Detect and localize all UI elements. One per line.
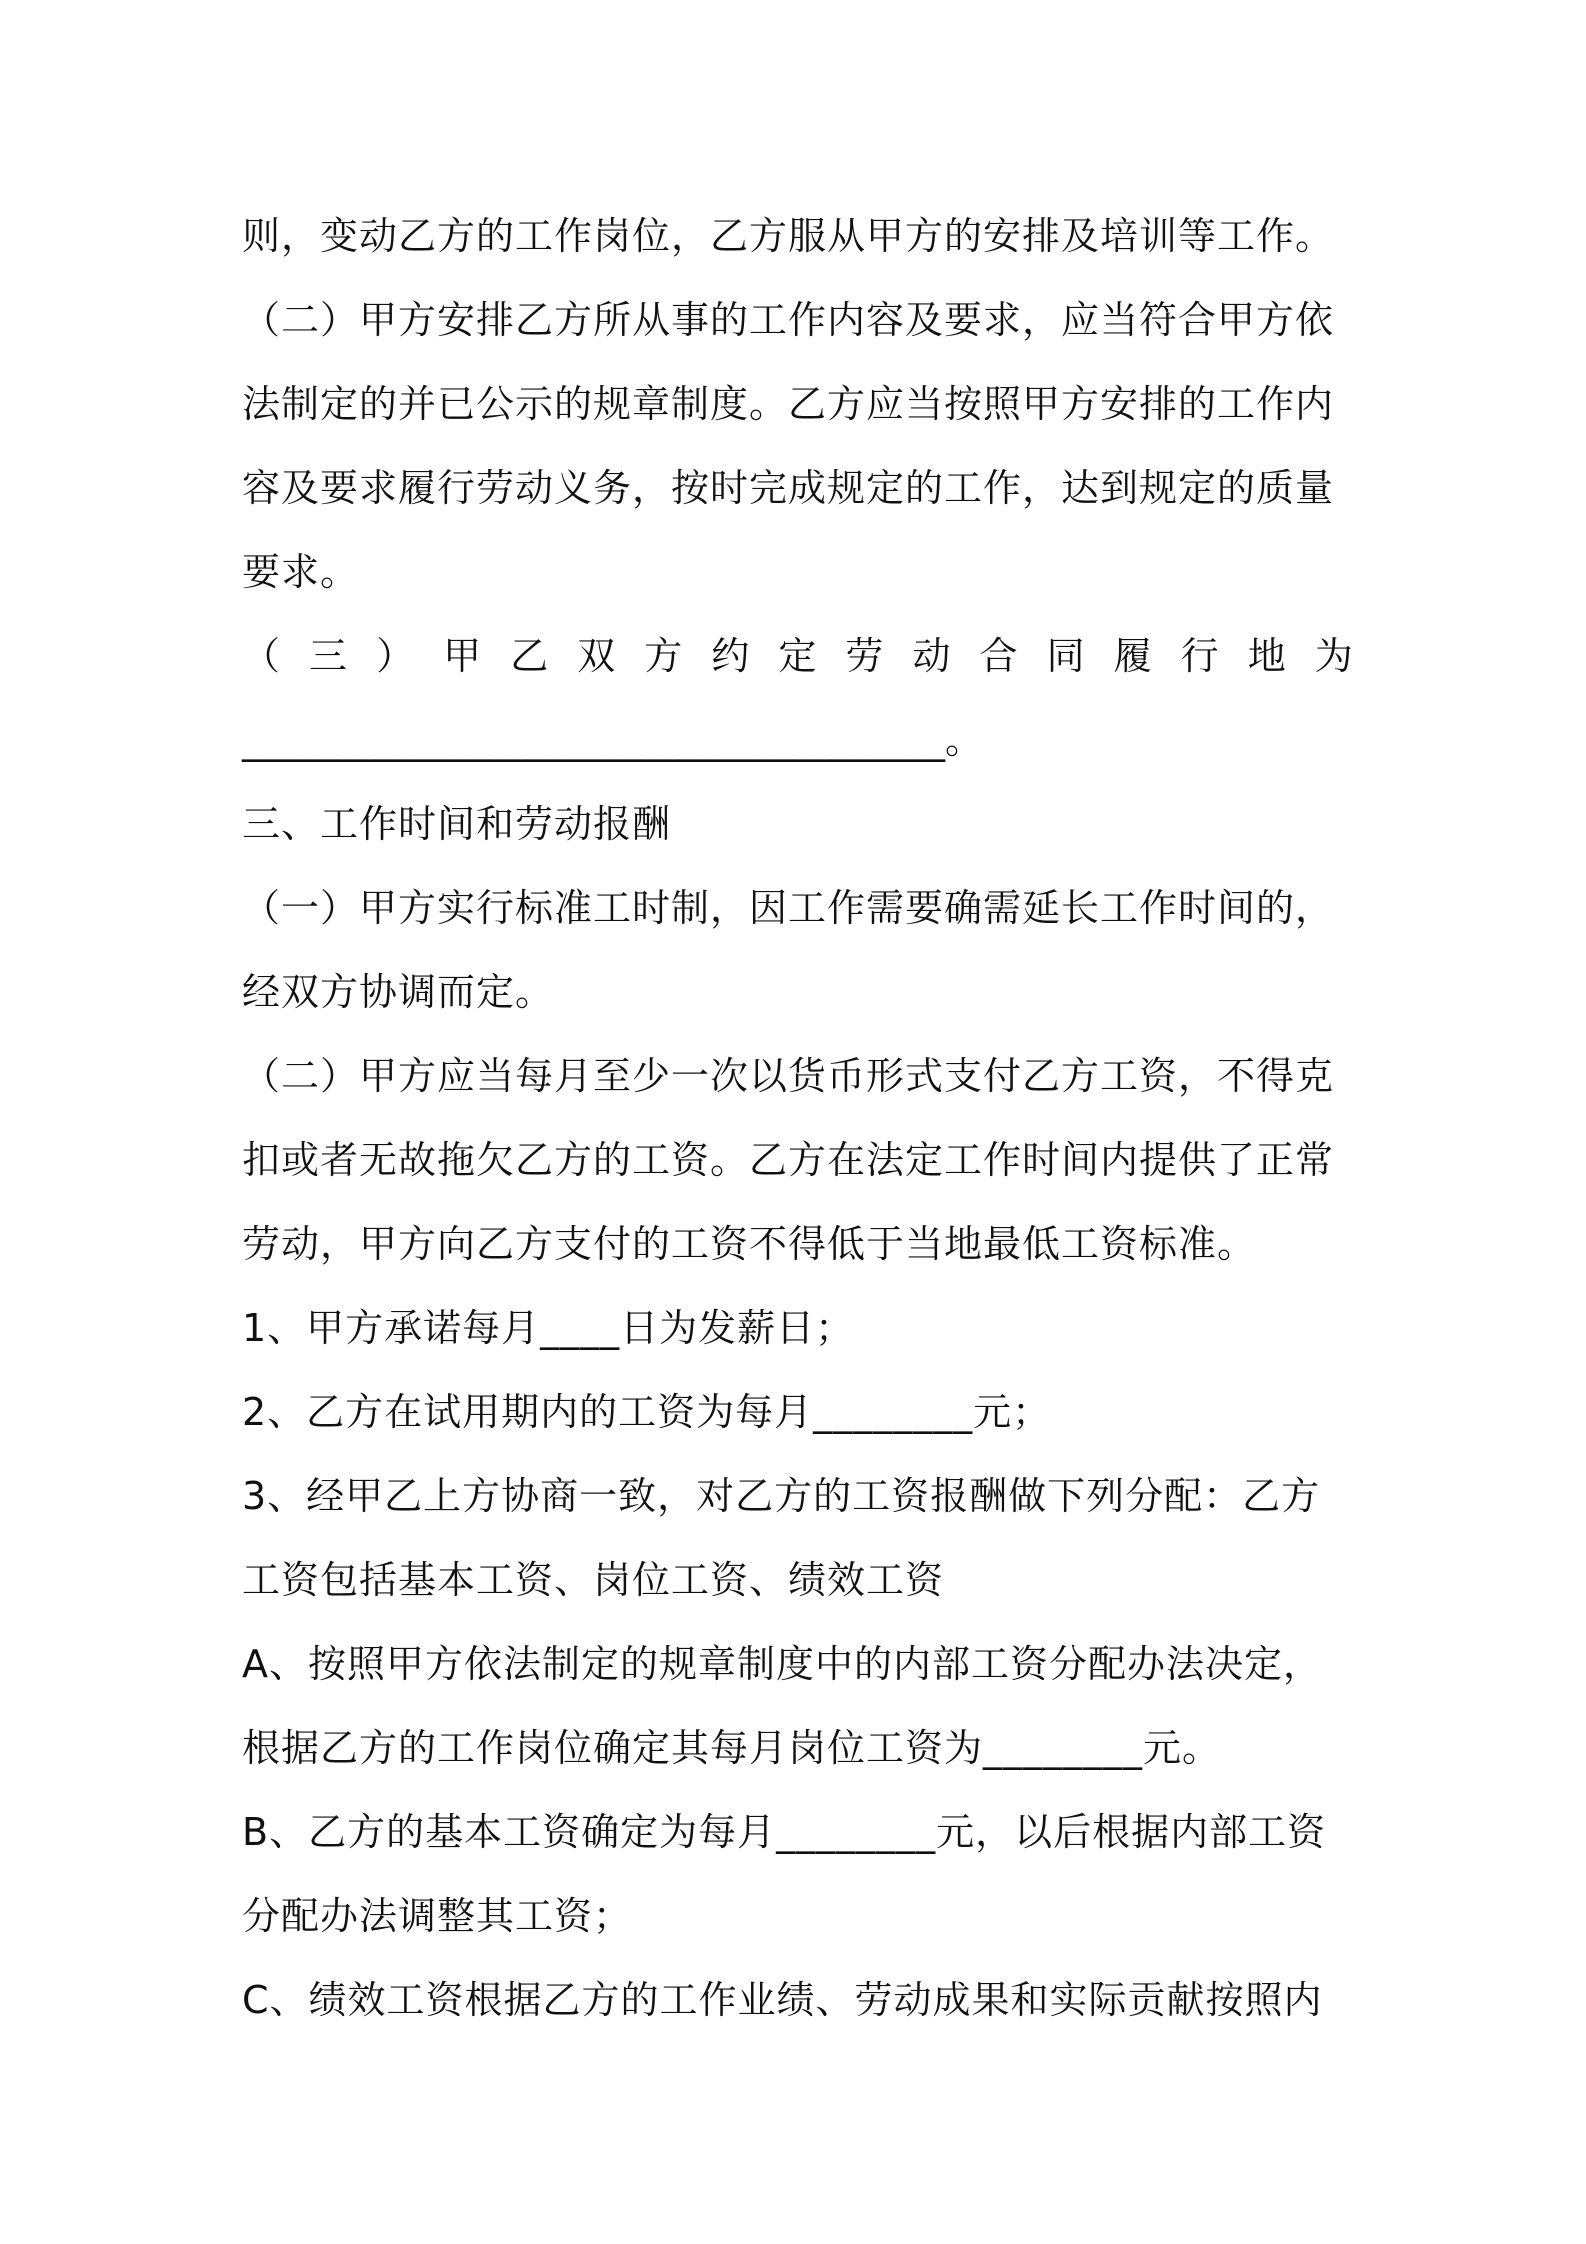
spaced-char: 双 (577, 634, 617, 678)
text-line: 分配办法调整其工资； (242, 1894, 633, 1938)
spaced-char: 履 (1113, 634, 1153, 678)
spaced-char: 甲 (443, 634, 483, 678)
document-body (242, 194, 1354, 2042)
spaced-char: 为 (1314, 634, 1354, 678)
spaced-char: 方 (644, 634, 684, 678)
section-heading: 三、工作时间和劳动报酬 (242, 802, 672, 846)
contract-location-line (242, 614, 1354, 698)
base-salary-line: B、乙方的基本工资确定为每月________元，以后根据内部工资 (242, 1810, 1327, 1854)
text-line: （二）甲方应当每月至少一次以货币形式支付乙方工资，不得克 (242, 1054, 1335, 1098)
text-line: 要求。 (242, 550, 360, 594)
text-line: （二）甲方安排乙方所从事的工作内容及要求，应当符合甲方依 (242, 298, 1335, 342)
spaced-char: 合 (979, 634, 1019, 678)
probation-salary-line: 2、乙方在试用期内的工资为每月________元； (242, 1390, 1052, 1434)
position-salary-line: 根据乙方的工作岗位确定其每月岗位工资为________元。 (242, 1726, 1222, 1770)
text-line: C、绩效工资根据乙方的工作业绩、劳动成果和实际贡献按照内 (242, 1978, 1323, 2022)
spaced-char: 三 (309, 634, 349, 678)
spaced-char: 地 (1247, 634, 1287, 678)
text-line: A、按照甲方依法制定的规章制度中的内部工资分配办法决定， (242, 1642, 1322, 1686)
pay-day-line: 1、甲方承诺每月____日为发薪日； (242, 1306, 855, 1350)
spaced-char: 动 (912, 634, 952, 678)
spaced-char: ） (376, 634, 416, 678)
text-line: 则，变动乙方的工作岗位，乙方服从甲方的安排及培训等工作。 (242, 214, 1335, 258)
text-line: 扣或者无故拖欠乙方的工资。乙方在法定工作时间内提供了正常 (242, 1138, 1335, 1182)
spaced-char: 同 (1046, 634, 1086, 678)
spaced-char: （ (242, 634, 282, 678)
spaced-char: 约 (711, 634, 751, 678)
contract-location-blank: _____________________________________。 (242, 718, 984, 762)
spaced-char: 劳 (845, 634, 885, 678)
text-line: （一）甲方实行标准工时制，因工作需要确需延长工作时间的， (242, 886, 1335, 930)
text-line: 容及要求履行劳动义务，按时完成规定的工作，达到规定的质量 (242, 466, 1335, 510)
text-line: 劳动，甲方向乙方支付的工资不得低于当地最低工资标准。 (242, 1222, 1257, 1266)
spaced-char: 行 (1180, 634, 1220, 678)
text-line: 3、经甲乙上方协商一致，对乙方的工资报酬做下列分配：乙方 (242, 1474, 1321, 1518)
text-line: 经双方协调而定。 (242, 970, 555, 1014)
spaced-char: 定 (778, 634, 818, 678)
spaced-char: 乙 (510, 634, 550, 678)
text-line: 法制定的并已公示的规章制度。乙方应当按照甲方安排的工作内 (242, 382, 1335, 426)
text-line: 工资包括基本工资、岗位工资、绩效工资 (242, 1558, 945, 1602)
